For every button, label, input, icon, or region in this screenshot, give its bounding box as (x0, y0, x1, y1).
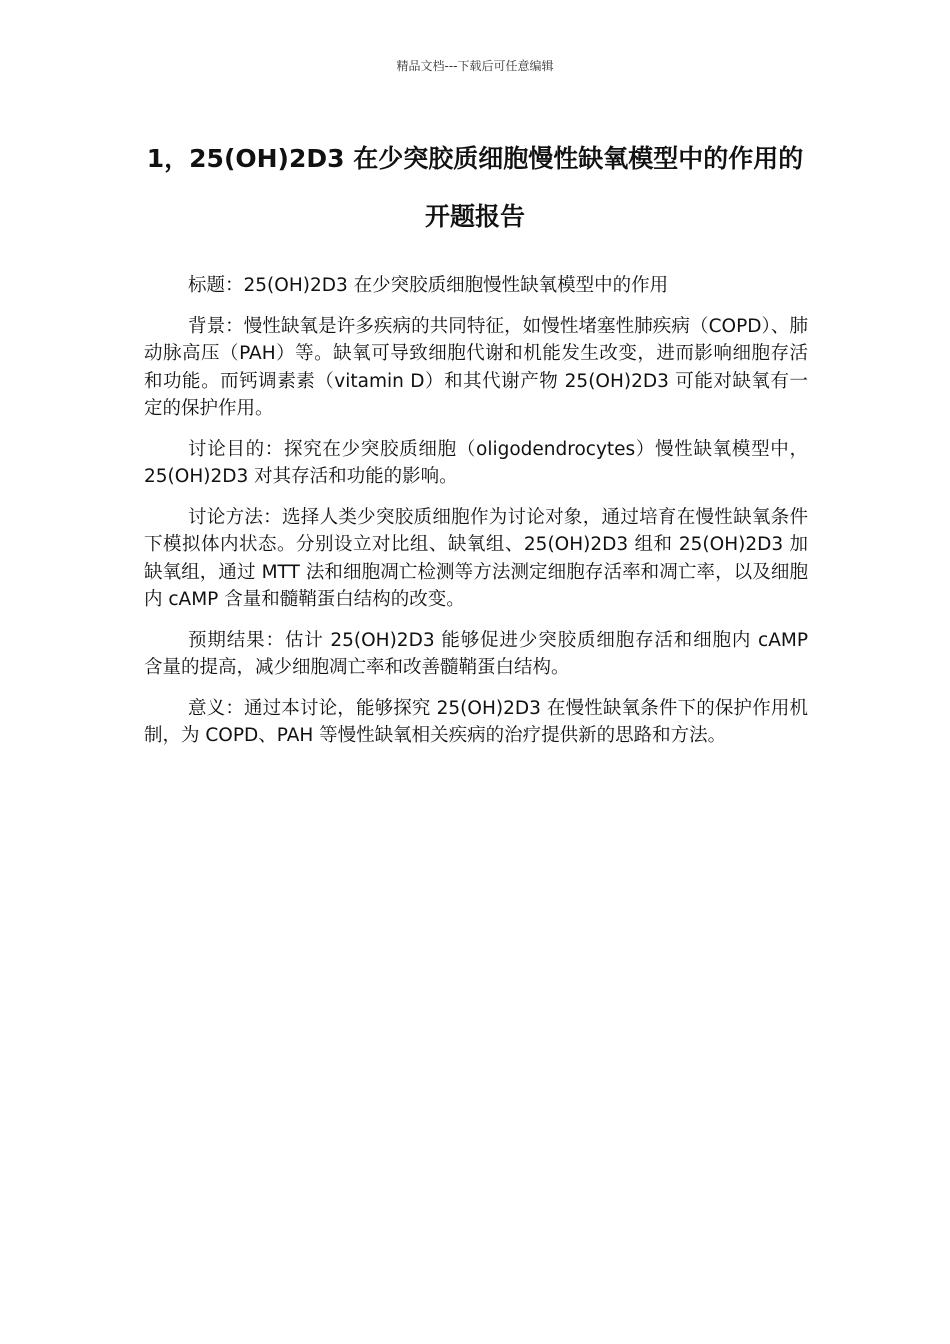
paragraph-methods: 讨论方法：选择人类少突胶质细胞作为讨论对象，通过培育在慢性缺氧条件下模拟体内状态。分别设立对比组、缺氧组、25(OH)2D3 组和 25(OH)2D3 加缺氧组，通过 MTT 法和细胞凋亡检测等方法测定细胞存活率和凋亡率，以及细胞内 cAMP 含量和髓鞘蛋白结构的改变。 (144, 506, 808, 610)
paragraph-title: 标题：25(OH)2D3 在少突胶质细胞慢性缺氧模型中的作用 (188, 275, 669, 296)
document-title: 1，25(OH)2D3 在少突胶质细胞慢性缺氧模型中的作用的开题报告 (146, 144, 804, 231)
document-body (144, 272, 808, 763)
paragraph-objective: 讨论目的：探究在少突胶质细胞（oligodendrocytes）慢性缺氧模型中，25(OH)2D3 对其存活和功能的影响。 (144, 438, 808, 487)
header-note: 精品文档---下载后可任意编辑 (396, 59, 554, 73)
paragraph-background: 背景：慢性缺氧是许多疾病的共同特征，如慢性堵塞性肺疾病（COPD）、肺动脉高压（PAH）等。缺氧可导致细胞代谢和机能发生改变，进而影响细胞存活和功能。而钙调素素（vitamin D）和其代谢产物 25(OH)2D3 可能对缺氧有一定的保护作用。 (144, 315, 808, 419)
paragraph-expected-results: 预期结果：估计 25(OH)2D3 能够促进少突胶质细胞存活和细胞内 cAMP 含量的提高，减少细胞凋亡率和改善髓鞘蛋白结构。 (144, 629, 808, 678)
paragraph-significance: 意义：通过本讨论，能够探究 25(OH)2D3 在慢性缺氧条件下的保护作用机制，为 COPD、PAH 等慢性缺氧相关疾病的治疗提供新的思路和方法。 (144, 697, 808, 746)
